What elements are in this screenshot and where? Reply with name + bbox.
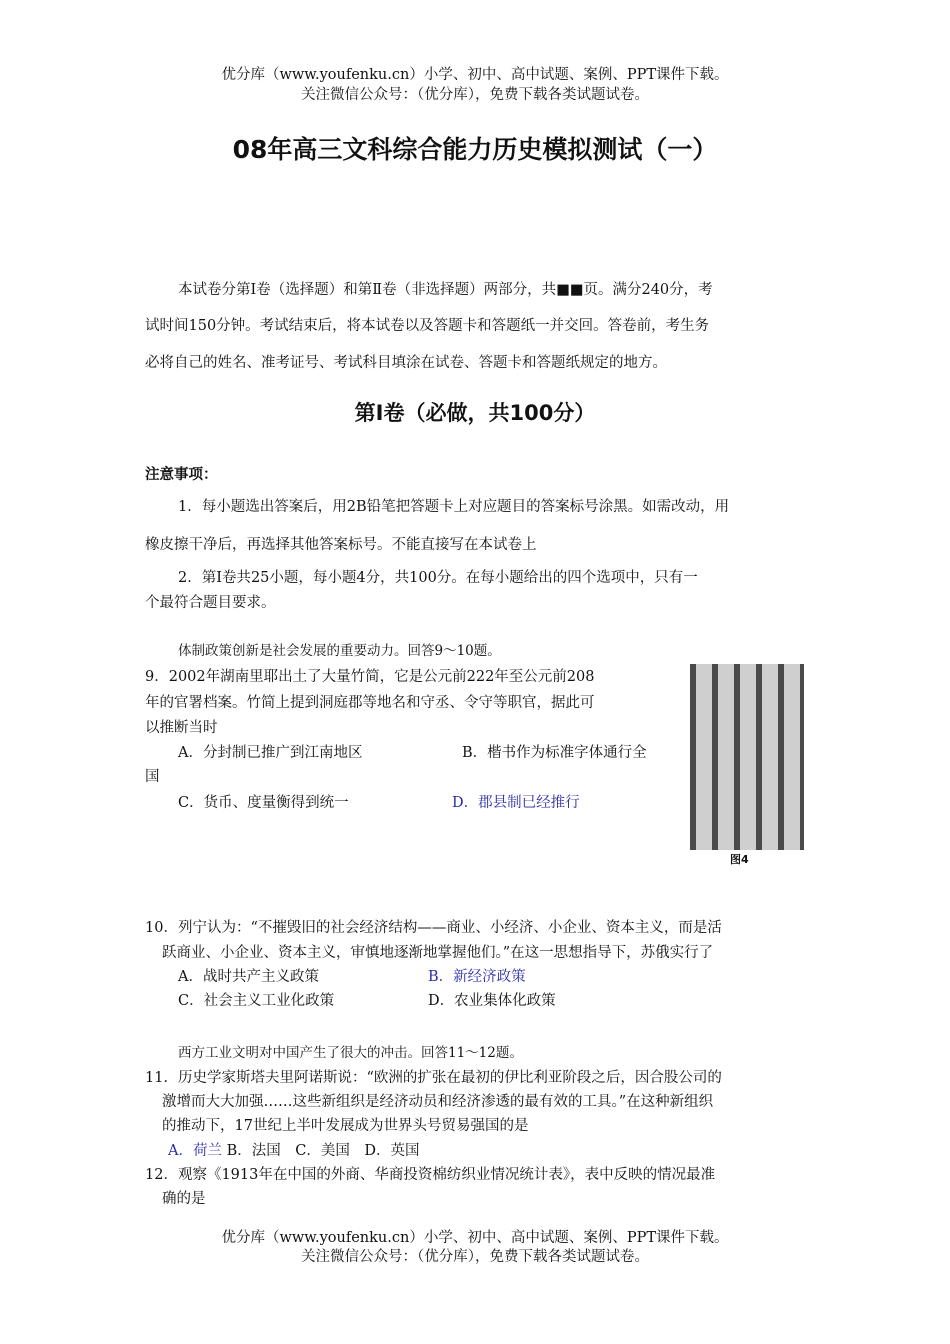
- footer-line-2: 关注微信公众号：（优分库），免费下载各类试题试卷。: [301, 1249, 649, 1265]
- q11-option-a: A．荷兰: [168, 1143, 222, 1159]
- q9-stem-1: 9．2002年湖南里耶出土了大量竹简，它是公元前222年至公元前208: [145, 669, 595, 685]
- q11-stem-3: 的推动下，17世纪上半叶发展成为世界头号贸易强国的是: [162, 1118, 529, 1134]
- q9-option-d: D．郡县制已经推行: [452, 795, 580, 811]
- q10-stem-2: 跃商业、小企业、资本主义，审慎地逐渐地掌握他们。”在这一思想指导下，苏俄实行了: [162, 945, 714, 961]
- note-1-line-2: 橡皮擦干净后，再选择其他答案标号。不能直接写在本试卷上: [145, 537, 537, 553]
- q9-option-b-cont: 国: [145, 769, 160, 785]
- q11-stem-2: 激增而大大加强……这些新组织是经济动员和经济渗透的最有效的工具。”在这种新组织: [162, 1094, 714, 1110]
- figure-label: 图4: [730, 853, 749, 866]
- q10-option-c: C．社会主义工业化政策: [178, 993, 335, 1009]
- header-line-2: 关注微信公众号：（优分库），免费下载各类试题试卷。: [301, 87, 649, 103]
- q10-option-d: D．农业集体化政策: [428, 993, 556, 1009]
- q9-option-b: B．楷书作为标准字体通行全: [462, 745, 647, 761]
- note-1-line-1: 1．每小题选出答案后，用2B铅笔把答题卡上对应题目的答案标号涂黑。如需改动，用: [178, 499, 730, 515]
- q12-stem-1: 12．观察《1913年在中国的外商、华商投资棉纺织业情况统计表》，表中反映的情况最准: [145, 1167, 716, 1183]
- q10-option-a: A．战时共产主义政策: [178, 969, 319, 985]
- section-title: 第Ⅰ卷（必做，共100分）: [354, 401, 596, 425]
- q9-option-c: C．货币、度量衡得到统一: [178, 795, 349, 811]
- page-title: 08年高三文科综合能力历史模拟测试（一）: [232, 135, 718, 164]
- header-line-1: 优分库（www.youfenku.cn）小学、初中、高中试题、案例、PPT课件下载。: [221, 67, 729, 83]
- note-2-line-2: 个最符合题目要求。: [145, 595, 276, 611]
- footer-line-1: 优分库（www.youfenku.cn）小学、初中、高中试题、案例、PPT课件下载。: [221, 1230, 729, 1246]
- q11-stem-1: 11．历史学家斯塔夫里阿诺斯说：“欧洲的扩张在最初的伊比利亚阶段之后，因合股公司的: [145, 1070, 722, 1086]
- q9-stem-3: 以推断当时: [145, 720, 218, 736]
- group-1-intro: 体制政策创新是社会发展的重要动力。回答9～10题。: [178, 643, 501, 659]
- q10-stem-1: 10．列宁认为：“不摧毁旧的社会经济结构——商业、小经济、小企业、资本主义，而是活: [145, 920, 722, 936]
- q11-other-options: B．法国 C．美国 D．英国: [226, 1143, 420, 1159]
- intro-line-3: 必将自己的姓名、准考证号、考试科目填涂在试卷、答题卡和答题纸规定的地方。: [145, 355, 667, 371]
- q10-option-b: B．新经济政策: [428, 969, 526, 985]
- intro-line-2: 试时间150分钟。考试结束后，将本试卷以及答题卡和答题纸一并交回。答卷前，考生务: [145, 318, 710, 334]
- notes-heading: 注意事项：: [145, 467, 218, 483]
- q9-option-a: A．分封制已推广到江南地区: [178, 745, 363, 761]
- intro-line-1: 本试卷分第Ⅰ卷（选择题）和第Ⅱ卷（非选择题）两部分，共■■页。满分240分，考: [178, 282, 713, 298]
- q12-stem-2: 确的是: [162, 1191, 206, 1207]
- group-2-intro: 西方工业文明对中国产生了很大的冲击。回答11～12题。: [178, 1045, 523, 1061]
- note-2-line-1: 2．第Ⅰ卷共25小题，每小题4分，共100分。在每小题给出的四个选项中，只有一: [178, 570, 698, 586]
- q9-stem-2: 年的官署档案。竹简上提到洞庭郡等地名和守丞、令守等职官，据此可: [145, 695, 595, 711]
- bamboo-slips-image: [690, 664, 804, 850]
